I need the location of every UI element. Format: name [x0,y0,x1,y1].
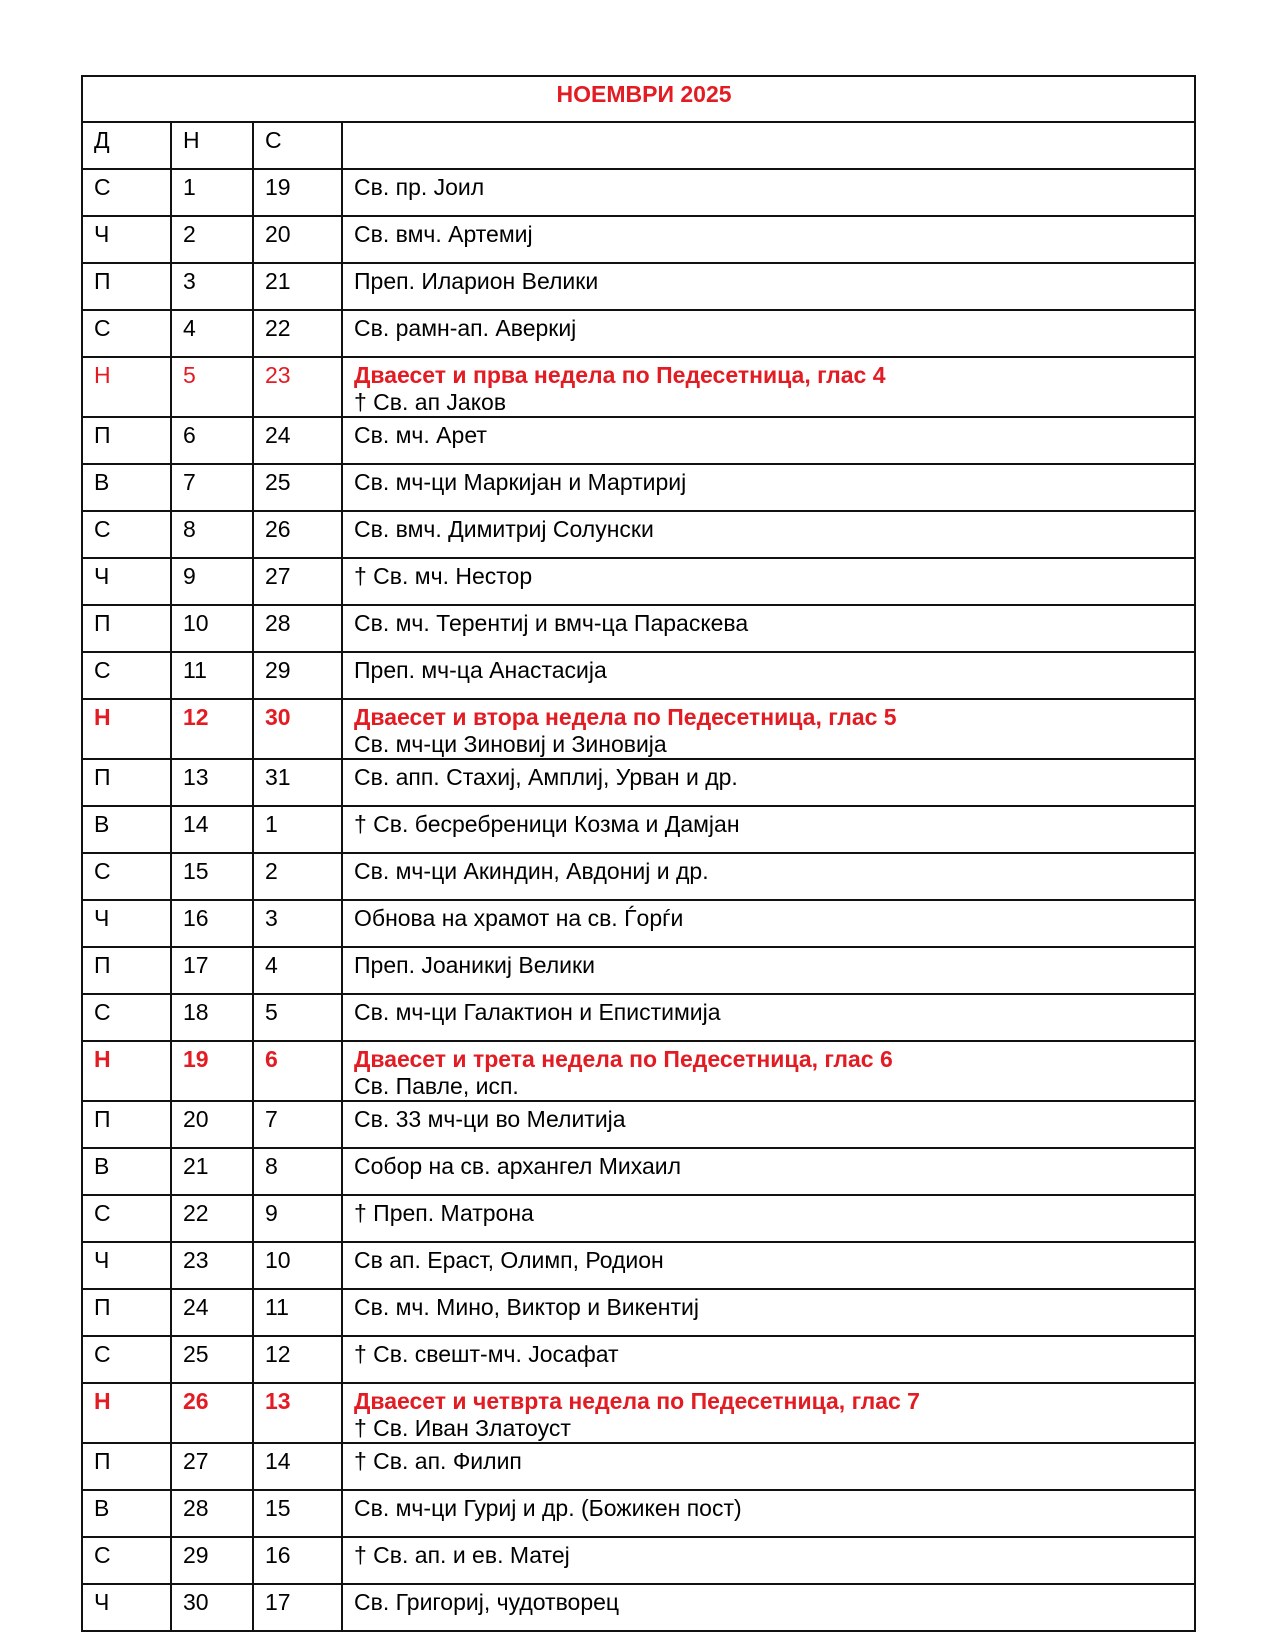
old-style-date-cell: 22 [253,310,342,357]
saint-name: Св ап. Ераст, Олимп, Родион [354,1247,664,1273]
weekday-cell: Ч [82,900,171,947]
saint-cell [342,1443,1195,1490]
saint-name: Преп. Иларион Велики [354,268,599,294]
table-row [82,1242,1195,1289]
saint-cell [342,1195,1195,1242]
weekday-cell: С [82,511,171,558]
saint-name: Св. мч-ци Зиновиј и Зиновија [354,731,667,757]
title-row [82,76,1195,122]
saint-cell [342,994,1195,1041]
table-row [82,464,1195,511]
table-row [82,605,1195,652]
weekday-cell: С [82,1537,171,1584]
date-cell: 16 [171,900,253,947]
date-cell: 11 [171,652,253,699]
table-row [82,1101,1195,1148]
weekday-cell: П [82,759,171,806]
old-style-date-cell: 30 [253,699,342,759]
saint-cell [342,652,1195,699]
date-cell: 24 [171,1289,253,1336]
weekday-cell: Ч [82,1242,171,1289]
table-row [82,558,1195,605]
date-cell: 17 [171,947,253,994]
weekday-cell: С [82,994,171,1041]
saint-name: † Св. Иван Златоуст [354,1415,571,1441]
saint-cell [342,900,1195,947]
saint-cell [342,1336,1195,1383]
old-style-date-cell: 1 [253,806,342,853]
header-weekday: Д [82,122,171,169]
date-cell: 7 [171,464,253,511]
saint-cell [342,806,1195,853]
weekday-cell: Ч [82,558,171,605]
saint-cell [342,699,1195,759]
table-row [82,357,1195,417]
old-style-date-cell: 29 [253,652,342,699]
saint-name: † Св. свешт-мч. Јосафат [354,1341,619,1367]
table-row [82,759,1195,806]
saint-name: Св. Павле, исп. [354,1073,519,1099]
date-cell: 6 [171,417,253,464]
weekday-cell: В [82,1148,171,1195]
weekday-cell: Н [82,1383,171,1443]
table-row [82,216,1195,263]
table-row [82,699,1195,759]
saint-cell [342,464,1195,511]
old-style-date-cell: 15 [253,1490,342,1537]
weekday-cell: Ч [82,1584,171,1631]
saint-name: Св. вмч. Артемиј [354,221,533,247]
date-cell: 27 [171,1443,253,1490]
date-cell: 18 [171,994,253,1041]
weekday-cell: Н [82,1041,171,1101]
saint-cell [342,1289,1195,1336]
date-cell: 5 [171,357,253,417]
old-style-date-cell: 25 [253,464,342,511]
saint-cell [342,1383,1195,1443]
table-row [82,853,1195,900]
month-title: НОЕМВРИ 2025 [82,76,1195,122]
saint-name: † Св. ап Јаков [354,389,507,415]
date-cell: 29 [171,1537,253,1584]
old-style-date-cell: 31 [253,759,342,806]
saint-name: Св. мч. Арет [354,422,487,448]
old-style-date-cell: 9 [253,1195,342,1242]
weekday-cell: С [82,169,171,216]
saint-cell [342,357,1195,417]
table-row [82,1289,1195,1336]
table-row [82,652,1195,699]
date-cell: 22 [171,1195,253,1242]
weekday-cell: С [82,310,171,357]
saint-name: Преп. мч-ца Анастасија [354,657,607,683]
header-row [82,122,1195,169]
saint-cell [342,853,1195,900]
table-row [82,511,1195,558]
table-row [82,1148,1195,1195]
weekday-cell: П [82,263,171,310]
calendar-table [81,75,1196,1632]
date-cell: 3 [171,263,253,310]
date-cell: 4 [171,310,253,357]
old-style-date-cell: 19 [253,169,342,216]
weekday-cell: П [82,1101,171,1148]
saint-name: Св. пр. Јоил [354,174,485,200]
table-row [82,1490,1195,1537]
saint-cell [342,169,1195,216]
old-style-date-cell: 21 [253,263,342,310]
feast-heading: Дваесет и трета недела по Педесетница, глас 6 [354,1046,893,1072]
calendar-body [82,76,1195,1631]
old-style-date-cell: 13 [253,1383,342,1443]
old-style-date-cell: 8 [253,1148,342,1195]
date-cell: 12 [171,699,253,759]
weekday-cell: П [82,1443,171,1490]
saint-cell [342,947,1195,994]
date-cell: 25 [171,1336,253,1383]
weekday-cell: В [82,806,171,853]
saint-cell [342,216,1195,263]
saint-name: † Св. мч. Нестор [354,563,533,589]
table-row [82,169,1195,216]
old-style-date-cell: 5 [253,994,342,1041]
saint-cell [342,263,1195,310]
old-style-date-cell: 12 [253,1336,342,1383]
table-row [82,947,1195,994]
saint-cell [342,310,1195,357]
table-row [82,1537,1195,1584]
table-row [82,994,1195,1041]
weekday-cell: П [82,605,171,652]
table-row [82,263,1195,310]
date-cell: 26 [171,1383,253,1443]
date-cell: 19 [171,1041,253,1101]
old-style-date-cell: 27 [253,558,342,605]
weekday-cell: Ч [82,216,171,263]
date-cell: 9 [171,558,253,605]
weekday-cell: С [82,853,171,900]
weekday-cell: В [82,1490,171,1537]
feast-heading: Дваесет и втора недела по Педесетница, глас 5 [354,704,897,730]
saint-name: Св. мч. Терентиј и вмч-ца Параскева [354,610,749,636]
old-style-date-cell: 3 [253,900,342,947]
date-cell: 30 [171,1584,253,1631]
old-style-date-cell: 11 [253,1289,342,1336]
saint-cell [342,1041,1195,1101]
weekday-cell: В [82,464,171,511]
date-cell: 15 [171,853,253,900]
old-style-date-cell: 14 [253,1443,342,1490]
table-row [82,417,1195,464]
weekday-cell: П [82,947,171,994]
saint-name: Св. мч-ци Маркијан и Мартириј [354,469,687,495]
old-style-date-cell: 24 [253,417,342,464]
date-cell: 10 [171,605,253,652]
date-cell: 14 [171,806,253,853]
weekday-cell: С [82,652,171,699]
saint-name: Св. мч-ци Галактион и Епистимија [354,999,721,1025]
saint-cell [342,605,1195,652]
saint-name: † Св. ап. Филип [354,1448,522,1474]
saint-name: † Преп. Матрона [354,1200,534,1226]
saint-cell [342,1490,1195,1537]
saint-name: Св. вмч. Димитриј Солунски [354,516,654,542]
saint-name: Обнова на храмот на св. Ѓорѓи [354,905,684,931]
weekday-cell: Н [82,357,171,417]
saint-name: Преп. Јоаникиј Велики [354,952,595,978]
saint-name: Св. рамн-ап. Аверкиј [354,315,577,341]
date-cell: 28 [171,1490,253,1537]
table-row [82,806,1195,853]
feast-heading: Дваесет и прва недела по Педесетница, глас 4 [354,362,886,388]
old-style-date-cell: 10 [253,1242,342,1289]
saint-cell [342,558,1195,605]
saint-cell [342,511,1195,558]
header-description [342,122,1195,169]
old-style-date-cell: 16 [253,1537,342,1584]
saint-name: Св. мч. Мино, Виктор и Викентиј [354,1294,699,1320]
date-cell: 2 [171,216,253,263]
saint-cell [342,1148,1195,1195]
weekday-cell: С [82,1195,171,1242]
table-row [82,1195,1195,1242]
header-old-style-date: С [253,122,342,169]
saint-cell [342,1242,1195,1289]
saint-name: Собор на св. архангел Михаил [354,1153,682,1179]
date-cell: 23 [171,1242,253,1289]
saint-name: Св. мч-ци Акиндин, Авдониј и др. [354,858,709,884]
table-row [82,900,1195,947]
saint-name: Св. 33 мч-ци во Мелитија [354,1106,626,1132]
saint-cell [342,417,1195,464]
weekday-cell: П [82,1289,171,1336]
saint-cell [342,759,1195,806]
table-row [82,1336,1195,1383]
date-cell: 1 [171,169,253,216]
calendar-page [81,75,1194,1632]
old-style-date-cell: 28 [253,605,342,652]
old-style-date-cell: 2 [253,853,342,900]
table-row [82,310,1195,357]
table-row [82,1584,1195,1631]
table-row [82,1383,1195,1443]
saint-name: Св. мч-ци Гуриј и др. (Божикен пост) [354,1495,742,1521]
saint-name: † Св. ап. и ев. Матеј [354,1542,570,1568]
date-cell: 21 [171,1148,253,1195]
weekday-cell: С [82,1336,171,1383]
header-new-style-date: Н [171,122,253,169]
saint-name: Св. апп. Стахиј, Амплиј, Урван и др. [354,764,738,790]
feast-heading: Дваесет и четврта недела по Педесетница, глас 7 [354,1388,920,1414]
old-style-date-cell: 6 [253,1041,342,1101]
old-style-date-cell: 4 [253,947,342,994]
saint-name: † Св. бесребреници Козма и Дамјан [354,811,740,837]
old-style-date-cell: 20 [253,216,342,263]
weekday-cell: Н [82,699,171,759]
old-style-date-cell: 26 [253,511,342,558]
saint-cell [342,1101,1195,1148]
weekday-cell: П [82,417,171,464]
table-row [82,1041,1195,1101]
date-cell: 20 [171,1101,253,1148]
saint-name: Св. Григориј, чудотворец [354,1589,620,1615]
saint-cell [342,1537,1195,1584]
date-cell: 8 [171,511,253,558]
old-style-date-cell: 17 [253,1584,342,1631]
old-style-date-cell: 23 [253,357,342,417]
table-row [82,1443,1195,1490]
date-cell: 13 [171,759,253,806]
saint-cell [342,1584,1195,1631]
old-style-date-cell: 7 [253,1101,342,1148]
